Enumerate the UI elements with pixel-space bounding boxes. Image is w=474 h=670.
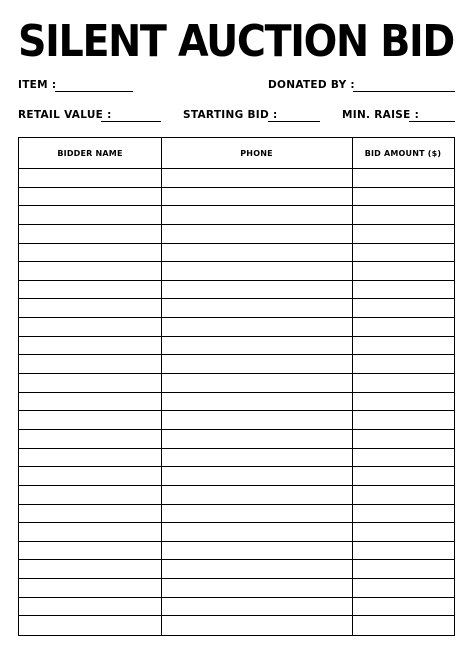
table-row-divider [19, 373, 454, 374]
item-label: ITEM : [18, 79, 57, 91]
table-row-divider [19, 187, 454, 188]
table-row-divider [19, 578, 454, 579]
table-row-divider [19, 354, 454, 355]
column-divider [161, 138, 162, 635]
table-row-divider [19, 522, 454, 523]
table-row-divider [19, 466, 454, 467]
table-row-divider [19, 205, 454, 206]
min-raise-label: MIN. RAISE : [342, 109, 420, 121]
retail-value-field[interactable] [101, 121, 161, 122]
donated-by-field[interactable] [353, 91, 455, 92]
table-row-divider [19, 429, 454, 430]
starting-bid-field[interactable] [268, 121, 320, 122]
table-row-divider [19, 298, 454, 299]
bid-table [18, 137, 455, 636]
column-header-bid-amount: BID AMOUNT ($) [364, 148, 442, 158]
column-divider [352, 138, 353, 635]
table-row-divider [19, 448, 454, 449]
table-row-divider [19, 504, 454, 505]
table-row-divider [19, 559, 454, 560]
column-header-bidder-name: BIDDER NAME [57, 148, 123, 158]
item-field[interactable] [55, 91, 133, 92]
table-row-divider [19, 168, 454, 169]
table-row-divider [19, 485, 454, 486]
table-row-divider [19, 597, 454, 598]
bid-table-grid [19, 138, 454, 635]
donated-by-label: DONATED BY : [268, 79, 355, 91]
min-raise-field[interactable] [409, 121, 455, 122]
table-row-divider [19, 615, 454, 616]
table-row-divider [19, 280, 454, 281]
table-row-divider [19, 541, 454, 542]
starting-bid-label: STARTING BID : [183, 109, 278, 121]
column-header-phone: PHONE [240, 148, 273, 158]
table-row-divider [19, 243, 454, 244]
table-row-divider [19, 410, 454, 411]
retail-value-label: RETAIL VALUE : [18, 109, 112, 121]
table-row-divider [19, 224, 454, 225]
table-row-divider [19, 392, 454, 393]
table-row-divider [19, 336, 454, 337]
table-row-divider [19, 317, 454, 318]
table-row-divider [19, 261, 454, 262]
page-title: SILENT AUCTION BID [18, 16, 454, 67]
